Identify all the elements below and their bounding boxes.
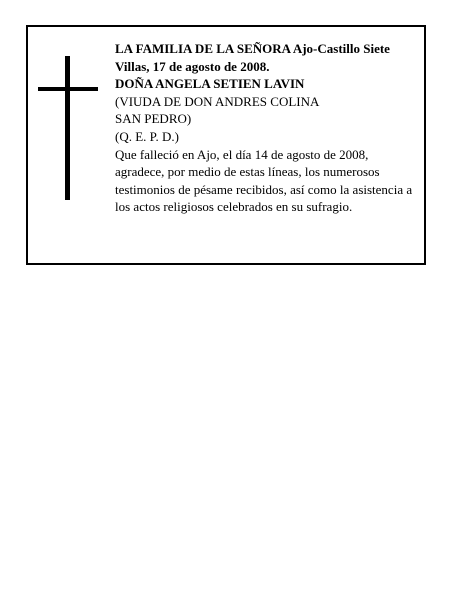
- cross-horizontal-bar: [38, 87, 98, 91]
- notice-heading-line-1: LA FAMILIA DE LA SEÑORA Ajo-Castillo Siete: [115, 41, 390, 56]
- rip-line: (Q. E. P. D.): [115, 128, 179, 144]
- widow-line-2: SAN PEDRO): [115, 111, 192, 127]
- cross-vertical-bar: [65, 56, 70, 200]
- notice-body: Que falleció en Ajo, el día 14 de agosto de 2008, agradece, por medio de estas líneas, los numerosos testimonios de pésame recibidos, así como la asistencia a los actos religiosos celebrados en su sufragio.: [115, 146, 413, 215]
- notice-text: [115, 40, 415, 216]
- deceased-name: DOÑA ANGELA SETIEN LAVIN: [115, 76, 305, 92]
- widow-line-1: (VIUDA DE DON ANDRES COLINA: [115, 93, 320, 109]
- notice-heading-line-2: Villas, 17 de agosto de 2008.: [115, 58, 270, 74]
- cross-icon: [38, 56, 98, 200]
- obituary-notice: [26, 25, 426, 265]
